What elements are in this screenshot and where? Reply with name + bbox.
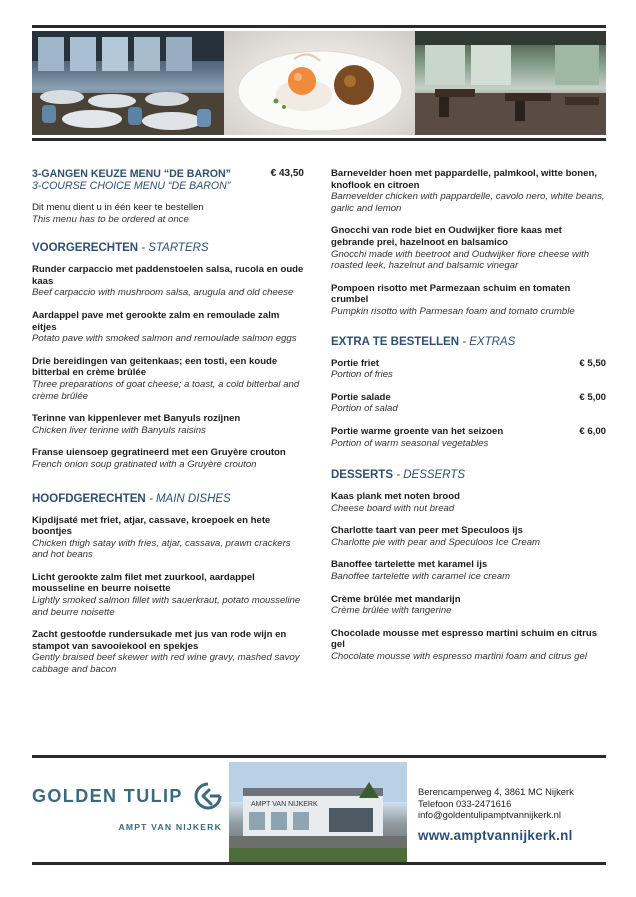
extra-item: [331, 392, 606, 415]
contact-block: [418, 786, 574, 821]
dessert-item: [331, 594, 606, 617]
extra-name-nl: Portie warme groente van het seizoen: [331, 425, 504, 437]
main-item: [32, 515, 304, 561]
extra-price: € 6,00: [579, 425, 606, 437]
starter-item: [32, 310, 304, 345]
header-photos: [32, 31, 606, 135]
dish-name-en: Beef carpaccio with mushroom salsa, arugula and old cheese: [32, 287, 294, 299]
restaurant-interior-photo: [32, 31, 224, 135]
dish-name-en: Crème brûlée with tangerine: [331, 605, 452, 617]
desserts-heading: [331, 469, 606, 482]
menu-title-nl: 3-GANGEN KEUZE MENU “DE BARON”: [32, 168, 231, 180]
main-item: [331, 225, 606, 271]
starter-item: [32, 264, 304, 299]
brand-wordmark: [32, 782, 227, 810]
dish-name-nl: Aardappel pave met gerookte zalm en remoulade zalm eitjes: [32, 309, 280, 333]
menu-note: [32, 202, 304, 225]
extra-price: € 5,50: [579, 357, 606, 369]
mains-heading-en: - MAIN DISHES: [148, 492, 231, 505]
menu-title: [32, 168, 304, 180]
email-link[interactable]: info@goldentulipamptvannijkerk.nl: [418, 809, 561, 821]
dish-name-en: Charlotte pie with pear and Speculoos Ice Cream: [331, 536, 541, 548]
dish-name-nl: Runder carpaccio met paddenstoelen salsa, rucola en oude kaas: [32, 264, 304, 287]
restaurant-terrace-photo: [415, 31, 606, 135]
desserts-heading-en: - DESSERTS: [396, 469, 466, 482]
extra-name-en: Portion of salad: [331, 403, 398, 415]
dish-name-en: Banoffee tartelette with caramel ice cream: [331, 571, 511, 583]
dish-name-en: Gnocchi made with beetroot and Oudwijker fiore cheese with roasted leek, hazelnut and balsamic vinegar: [331, 248, 590, 272]
dish-name-nl: Gnocchi van rode biet en Oudwijker fiore kaas met gebrande prei, hazelnoot en balsamico: [331, 225, 562, 248]
starter-item: [32, 356, 304, 402]
extras-heading-en: - EXTRAS: [462, 335, 516, 348]
starters-heading-en: - STARTERS: [141, 242, 209, 255]
menu-price: € 43,50: [270, 168, 304, 179]
dessert-item: [331, 525, 606, 548]
extra-item: [331, 426, 606, 449]
dish-name-nl: Drie bereidingen van geitenkaas; een tosti, een koude bitterbal en crème brûlée: [32, 355, 278, 379]
dish-name-en: Pumpkin risotto with Parmesan foam and tomato crumble: [331, 305, 575, 317]
extra-price: € 5,00: [579, 391, 606, 403]
dish-name-en: Lightly smoked salmon fillet with sauerkraut, potato mousseline and beurre noisette: [32, 595, 301, 618]
desserts-heading-nl: DESSERTS: [331, 469, 393, 482]
extra-name-en: Portion of warm seasonal vegetables: [331, 437, 489, 449]
dish-name-nl: Franse uiensoep gegratineerd met een Gruyère crouton: [32, 447, 286, 459]
top-rule: [32, 25, 606, 28]
footer: [32, 762, 606, 862]
dessert-item: [331, 628, 606, 663]
website-link[interactable]: www.amptvannijkerk.nl: [418, 828, 573, 843]
extra-item: [331, 358, 606, 381]
dish-name-nl: Banoffee tartelette met karamel ijs: [331, 559, 488, 571]
dessert-plate-photo: [224, 31, 415, 135]
left-column: [32, 168, 304, 687]
footer-rule: [32, 755, 606, 758]
dish-name-nl: Kipdijsaté met friet, atjar, cassave, kroepoek en hete boontjes: [32, 514, 271, 538]
main-item: [331, 283, 606, 318]
dish-name-en: Chicken liver terinne with Banyuls raisins: [32, 424, 206, 436]
dessert-item: [331, 559, 606, 582]
dish-name-nl: Charlotte taart van peer met Speculoos ijs: [331, 525, 523, 537]
dish-name-nl: Licht gerookte zalm filet met zuurkool, aardappel mousseline en beurre noisette: [32, 571, 255, 595]
dish-name-en: Gently braised beef skewer with red wine gravy, mashed savoy cabbage and bacon: [32, 652, 300, 676]
building-sign: AMPT VAN NIJKERK: [251, 801, 318, 808]
hotel-building-photo: [229, 762, 407, 862]
phone-text: Telefoon 033-2471616: [418, 797, 512, 809]
starters-heading: [32, 242, 304, 255]
mains-heading-nl: HOOFDGERECHTEN: [32, 492, 146, 505]
dish-name-en: Chicken thigh satay with fries, atjar, cassava, prawn crackers and hot beans: [32, 537, 291, 561]
dish-name-nl: Crème brûlée met mandarijn: [331, 593, 461, 605]
top-rule-lower: [32, 138, 606, 141]
dish-name-en: Chocolate mousse with espresso martini foam and citrus gel: [331, 651, 587, 663]
menu-note-nl: Dit menu dient u in één keer te bestellen: [32, 202, 204, 213]
menu-note-en: This menu has to be ordered at once: [32, 213, 189, 225]
extra-name-nl: Portie friet: [331, 357, 379, 369]
dish-name-nl: Chocolade mousse met espresso martini schuim en citrus gel: [331, 627, 598, 651]
footer-rule-lower: [32, 862, 606, 865]
starters-heading-nl: VOORGERECHTEN: [32, 242, 139, 255]
address-text: Berencamperweg 4, 3861 MC Nijkerk: [418, 786, 574, 797]
main-item: [331, 168, 606, 214]
starter-item: [32, 447, 304, 470]
dish-name-nl: Barnevelder hoen met pappardelle, palmkool, witte bonen, knoflook en citroen: [331, 168, 598, 191]
right-column: [331, 168, 606, 674]
dish-name-nl: Zacht gestoofde rundersukade met jus van rode wijn en stampot van savooiekool en spekjes: [32, 629, 287, 652]
main-item: [32, 629, 304, 675]
extras-heading-nl: EXTRA TE BESTELLEN: [331, 335, 459, 348]
brand-subtitle: AMPT VAN NIJKERK: [118, 822, 222, 832]
mains-heading: [32, 493, 304, 506]
menu-title-en: 3-COURSE CHOICE MENU “DE BARON”: [32, 180, 231, 192]
dessert-item: [331, 491, 606, 514]
dish-name-nl: Terinne van kippenlever met Banyuls rozijnen: [32, 413, 241, 425]
dish-name-en: Potato pave with smoked salmon and remoulade salmon eggs: [32, 333, 297, 345]
dish-name-nl: Pompoen risotto met Parmezaan schuim en tomaten crumbel: [331, 282, 571, 306]
dish-name-en: Three preparations of goat cheese; a toast, a cold bitterbal and crème brûlée: [32, 378, 300, 402]
brand-name: GOLDEN TULIP: [32, 785, 183, 806]
dish-name-en: French onion soup gratinated with a Gruyère crouton: [32, 458, 257, 470]
dish-name-en: Barnevelder chicken with pappardelle, cavolo nero, white beans, garlic and lemon: [331, 191, 605, 214]
extra-name-nl: Portie salade: [331, 391, 391, 403]
dish-name-nl: Kaas plank met noten brood: [331, 491, 461, 503]
starter-item: [32, 413, 304, 436]
extra-name-en: Portion of fries: [331, 369, 393, 381]
dish-name-en: Cheese board with nut bread: [331, 502, 455, 514]
extras-heading: [331, 336, 606, 349]
main-item: [32, 572, 304, 618]
golden-tulip-logo-icon: [193, 782, 223, 810]
brand-logo: [32, 782, 227, 832]
